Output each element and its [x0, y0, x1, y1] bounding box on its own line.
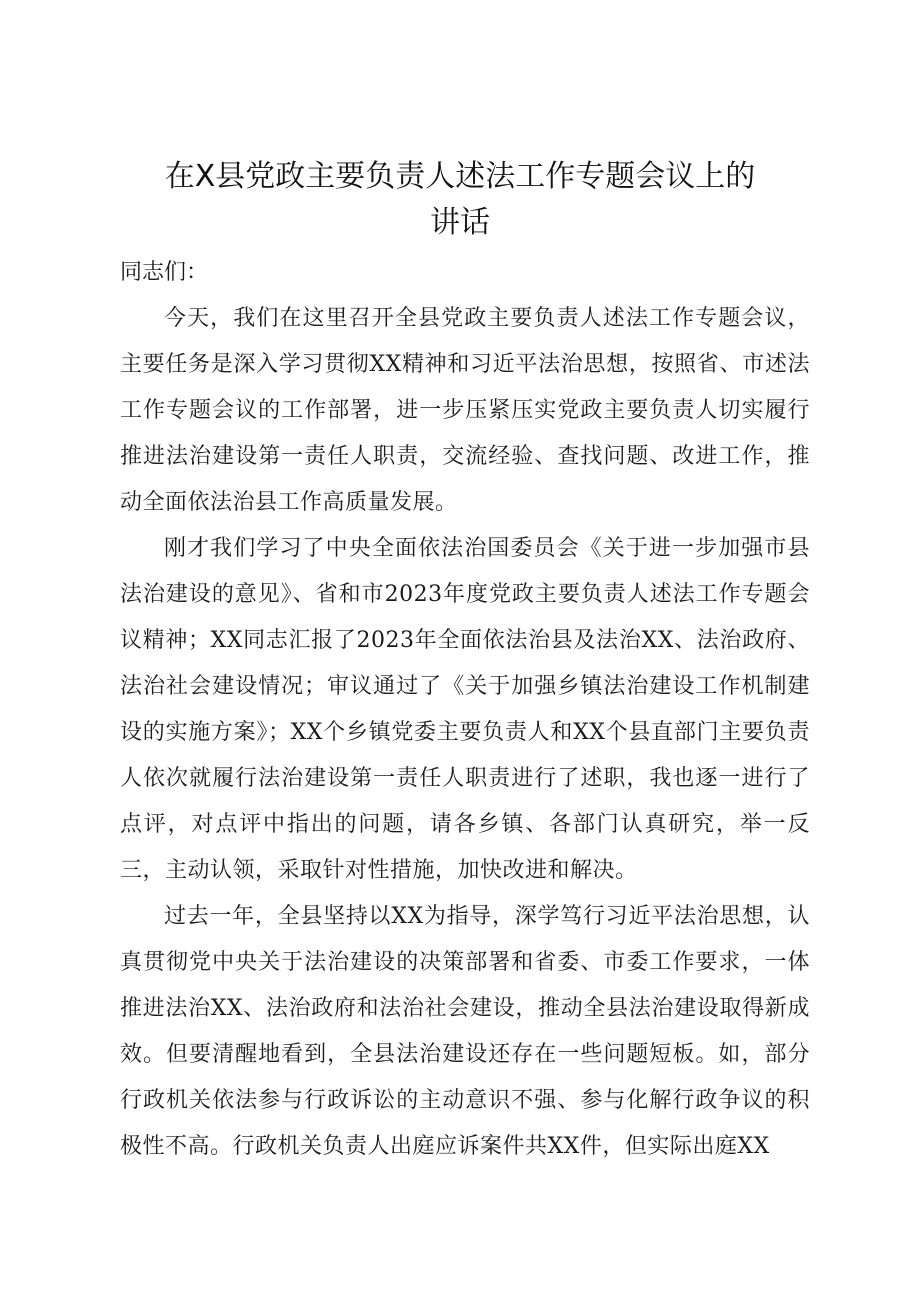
- document-title-line-1: 在X县党政主要负责人述法工作专题会议上的: [164, 159, 756, 194]
- document-title-line-2: 讲话: [430, 205, 490, 240]
- paragraph-2: 刚才我们学习了中央全面依法治国委员会《关于进一步加强市县法治建设的意见》、省和市2023年度党政主要负责人述法工作专题会议精神；XX同志汇报了2023年全面依法治县及法治XX、法治政府、法治社会建设情况；审议通过了《关于加强乡镇法治建设工作机制建设的实施方案》；XX个乡镇党委主要负责人和XX个县直部门主要负责人依次就履行法治建设第一责任人职责进行了述职，我也逐一进行了点评，对点评中指出的问题，请各乡镇、各部门认真研究，举一反三，主动认领，采取针对性措施，加快改进和解决。: [120, 536, 810, 883]
- paragraph-3: 过去一年，全县坚持以XX为指导，深学笃行习近平法治思想，认真贯彻党中央关于法治建设的决策部署和省委、市委工作要求，一体推进法治XX、法治政府和法治社会建设，推动全县法治建设取得新成效。但要清醒地看到，全县法治建设还存在一些问题短板。如，部分行政机关依法参与行政诉讼的主动意识不强、参与化解行政争议的积极性不高。行政机关负责人出庭应诉案件共XX件，但实际出庭XX: [120, 904, 810, 1159]
- salutation: 同志们：: [120, 260, 209, 285]
- paragraph-1: 今天，我们在这里召开全县党政主要负责人述法工作专题会议，主要任务是深入学习贯彻XX精神和习近平法治思想，按照省、市述法工作专题会议的工作部署，进一步压紧压实党政主要负责人切实履行推进法治建设第一责任人职责，交流经验、查找问题、改进工作，推动全面依法治县工作高质量发展。: [120, 306, 810, 515]
- document-body: [120, 296, 810, 1170]
